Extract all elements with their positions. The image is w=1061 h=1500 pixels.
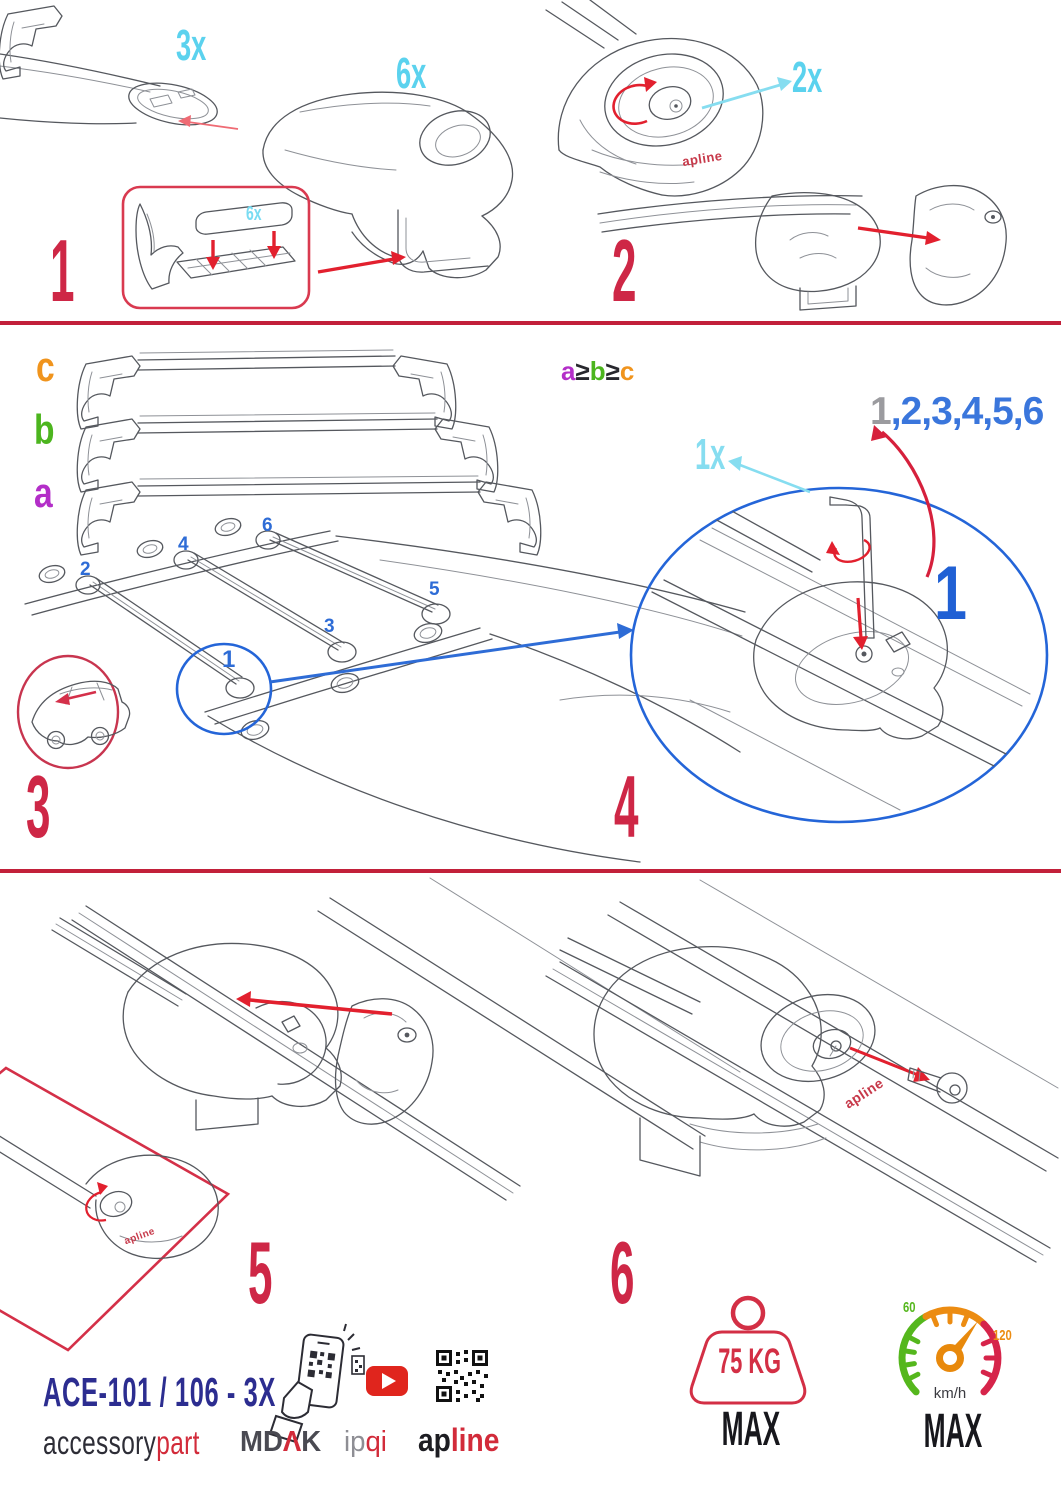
step-2-number: 2 [612,221,637,320]
bar-endcap-illustration [598,186,1006,320]
bar-quantity-label: 3x [176,21,207,70]
speed-high-label: 120 [993,1327,1012,1344]
formula-a: a [561,356,576,386]
lock-key-illustration [546,880,1058,1262]
bar-size-a-label: a [34,469,53,516]
apline-line: line [450,1422,500,1458]
speed-max-label: MAX [923,1405,983,1458]
position-6-label: 6 [262,515,273,536]
mdak-lambda: Λ [282,1426,302,1458]
bar-size-c-label: c [36,343,55,390]
phone-scan-icon [270,1324,364,1442]
size-formula-label [561,358,634,384]
accessorypart-logo [43,1426,200,1459]
speedometer-icon [902,1310,998,1392]
bar-size-a-illustration [77,476,540,555]
apline-logo-step5: apline [122,1225,157,1248]
pad-quantity-label: 6x [246,203,262,225]
inset-to-foot-arrow-icon [318,251,406,272]
magnified-foot-illustration [652,500,1030,810]
knob-callout-arrow-icon [702,77,792,108]
foot-clamp-illustration [263,92,513,277]
bar-size-b-label: b [34,406,55,453]
position-1-label: 1 [222,646,236,673]
youtube-icon [366,1366,408,1396]
formula-ge2: ≥ [605,356,620,386]
qr-code-icon [436,1350,488,1402]
apline-logo-footer [418,1424,499,1456]
car-direction-inset [18,656,130,768]
pad-detail-inset [123,187,309,308]
step-4-number: 4 [614,757,639,856]
accessorypart-black: accessory [43,1424,157,1461]
position-3-label: 3 [324,616,335,637]
knob-quantity-label: 2x [792,53,823,102]
foot-lock-illustration [546,0,792,196]
sequence-arrow-icon [871,425,934,577]
speed-unit-label: km/h [933,1385,967,1402]
separator-line-2 [0,869,1061,873]
separator-line-1 [0,321,1061,325]
product-code: ACE-101 / 106 - 3X [43,1369,276,1415]
magnifier-circle [631,488,1047,822]
cap-remove-arrow-icon [858,228,941,245]
step-6-number: 6 [610,1223,635,1322]
formula-b: b [589,356,606,386]
tool-quantity-label: 1x [695,430,726,479]
formula-c: c [619,356,635,386]
ipqi-logo [344,1428,387,1457]
formula-ge1: ≥ [575,356,590,386]
allen-key-illustration [830,497,874,638]
apline-ap: ap [418,1422,451,1458]
bar-foot-glyph [0,6,62,79]
step-1-number: 1 [50,221,75,320]
apline-logo-step2: apline [681,147,724,170]
step-3-number: 3 [26,757,51,856]
position-5-label: 5 [429,579,440,600]
step-5-number: 5 [248,1223,273,1322]
accessorypart-red: part [156,1424,200,1461]
mdak-md: MD [240,1426,283,1458]
mdak-k: K [301,1426,322,1458]
sequence-first: 1 [870,390,891,433]
sequence-rest: ,2,3,4,5,6 [890,390,1044,433]
mdak-logo [240,1428,321,1457]
apline-logo-step6: apline [841,1074,887,1112]
ipqi-ip: ip [344,1426,366,1458]
speed-low-label: 60 [903,1299,916,1316]
bar-size-c-illustration [77,350,455,429]
position-4-label: 4 [178,534,189,555]
tighten-sequence-label [870,392,1043,431]
sequence-start-callout: 1 [934,551,967,636]
tool-callout-arrow-icon [728,456,810,492]
weight-max-label: MAX [721,1403,781,1456]
ipqi-qi: qi [365,1426,387,1458]
position-2-label: 2 [80,559,91,580]
cap-slide-arrow-icon [236,991,392,1014]
assembled-foot-inset [0,1068,228,1350]
weight-limit-value: 75 KG [718,1342,781,1381]
key-callout-arrow-icon [850,1048,930,1082]
foot-quantity-label: 6x [396,49,427,98]
